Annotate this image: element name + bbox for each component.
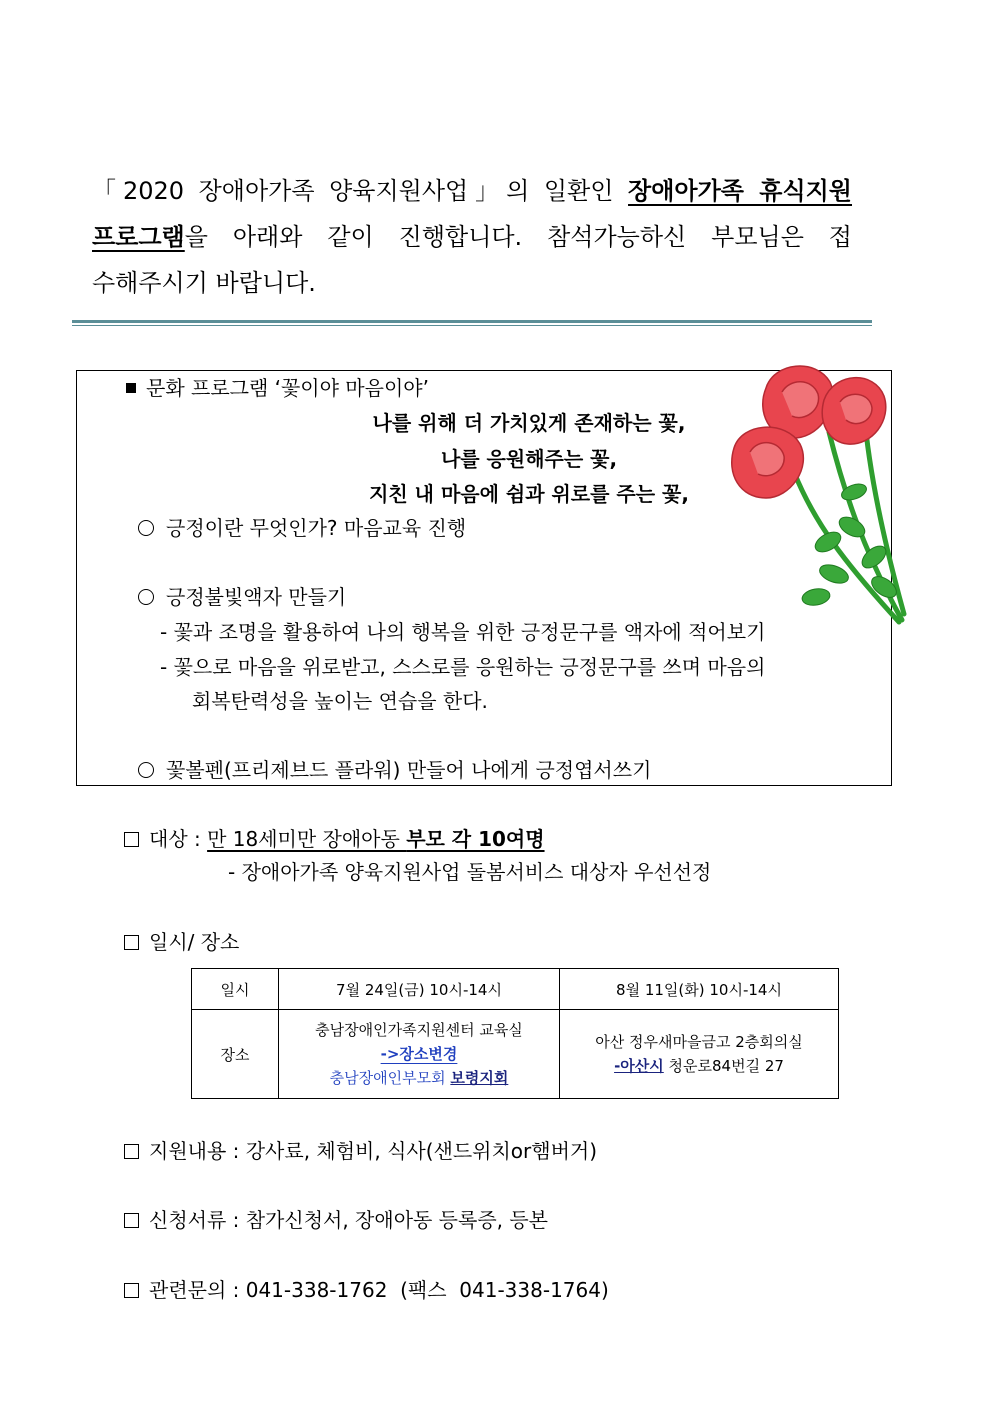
poem-line-1: 나를 위해 더 가치있게 존재하는 꽃, (372, 411, 686, 435)
black-square-bullet-icon (126, 383, 136, 393)
place-1-new-org: 충남장애인부모회 (329, 1069, 451, 1087)
program-item-2-sub-2: - 꽃으로 마음을 위로받고, 스스로를 응원하는 긍정문구를 쓰며 마음의 (160, 655, 766, 679)
place-1-original: 충남장애인가족지원센터 교육실 (315, 1021, 523, 1039)
checkbox-icon (124, 832, 139, 847)
intro-line-2 (92, 214, 852, 260)
program-item-2-sub-1: - 꽃과 조명을 활용하여 나의 행복을 위한 긍정문구를 액자에 적어보기 (160, 620, 766, 644)
schedule-heading-text: 일시/ 장소 (149, 930, 240, 954)
program-item-2-sub-2-cont: 회복탄력성을 높이는 연습을 한다. (192, 689, 488, 713)
contact-line (124, 1276, 609, 1304)
program-item-1-text: 긍정이란 무엇인가? 마음교육 진행 (166, 516, 467, 540)
schedule-table (191, 968, 839, 1099)
support-text: 지원내용 : 강사료, 체험비, 식사(샌드위치or햄버거) (149, 1139, 598, 1163)
checkbox-icon (124, 1213, 139, 1228)
program-title-text: 문화 프로그램 ‘꽃이야 마음이야’ (146, 376, 429, 400)
date-label-cell: 일시 (192, 969, 279, 1010)
circle-bullet-icon (138, 520, 154, 536)
date-cell-1: 7월 24일(금) 10시-14시 (279, 969, 560, 1010)
program-item-3-text: 꽃볼펜(프리제브드 플라워) 만들어 나에게 긍정엽서쓰기 (166, 758, 652, 782)
place-label-cell: 장소 (192, 1010, 279, 1099)
intro-highlight-program: 장애아가족 휴식지원 (628, 177, 852, 205)
place-cell-2 (560, 1010, 839, 1099)
target-line (124, 825, 545, 853)
documents-text: 신청서류 : 참가신청서, 장애아동 등록증, 등본 (149, 1208, 548, 1232)
target-value-age: 만 18세미만 장애아동 (207, 827, 407, 851)
intro-paragraph (92, 168, 852, 306)
program-item-3 (138, 756, 651, 784)
place-1-new-branch: 보령지회 (450, 1069, 509, 1087)
schedule-row-place (192, 1010, 839, 1099)
intro-highlight-word: 프로그램 (92, 223, 185, 251)
schedule-heading (124, 928, 239, 956)
intro-line-2-text: 을 아래와 같이 진행합니다. 참석가능하신 부모님은 접 (184, 223, 852, 251)
target-value-parents: 부모 각 10여명 (406, 827, 545, 851)
program-item-2 (138, 583, 346, 611)
support-line (124, 1137, 597, 1165)
circle-bullet-icon (138, 762, 154, 778)
place-cell-1 (279, 1010, 560, 1099)
contact-text: 관련문의 : 041-338-1762 (팩스 041-338-1764) (149, 1278, 609, 1302)
place-2-address: 청운로84번길 27 (663, 1057, 784, 1075)
documents-line (124, 1206, 548, 1234)
checkbox-icon (124, 1144, 139, 1159)
date-cell-2: 8월 11일(화) 10시-14시 (560, 969, 839, 1010)
place-2-city: -아산시 (614, 1057, 664, 1075)
program-item-1 (138, 514, 466, 542)
intro-line-3: 수해주시기 바랍니다. (92, 269, 316, 297)
intro-line-1-text: 「2020 장애아가족 양육지원사업」의 일환인 (92, 177, 629, 205)
poem-line-2: 나를 응원해주는 꽃, (440, 447, 618, 471)
intro-line-1 (92, 168, 852, 214)
schedule-row-date (192, 969, 839, 1010)
program-item-2-text: 긍정불빛액자 만들기 (166, 585, 347, 609)
checkbox-icon (124, 1283, 139, 1298)
place-2-venue: 아산 정우새마을금고 2층회의실 (595, 1033, 803, 1051)
target-note: - 장애아가족 양육지원사업 돌봄서비스 대상자 우선선정 (228, 860, 712, 884)
target-label: 대상 : (149, 827, 208, 851)
circle-bullet-icon (138, 589, 154, 605)
checkbox-icon (124, 935, 139, 950)
place-1-change-notice: ->장소변경 (380, 1045, 458, 1063)
poem-line-3: 지친 내 마음에 쉼과 위로를 주는 꽃, (369, 482, 689, 506)
program-title (126, 374, 429, 402)
section-divider (72, 320, 872, 326)
